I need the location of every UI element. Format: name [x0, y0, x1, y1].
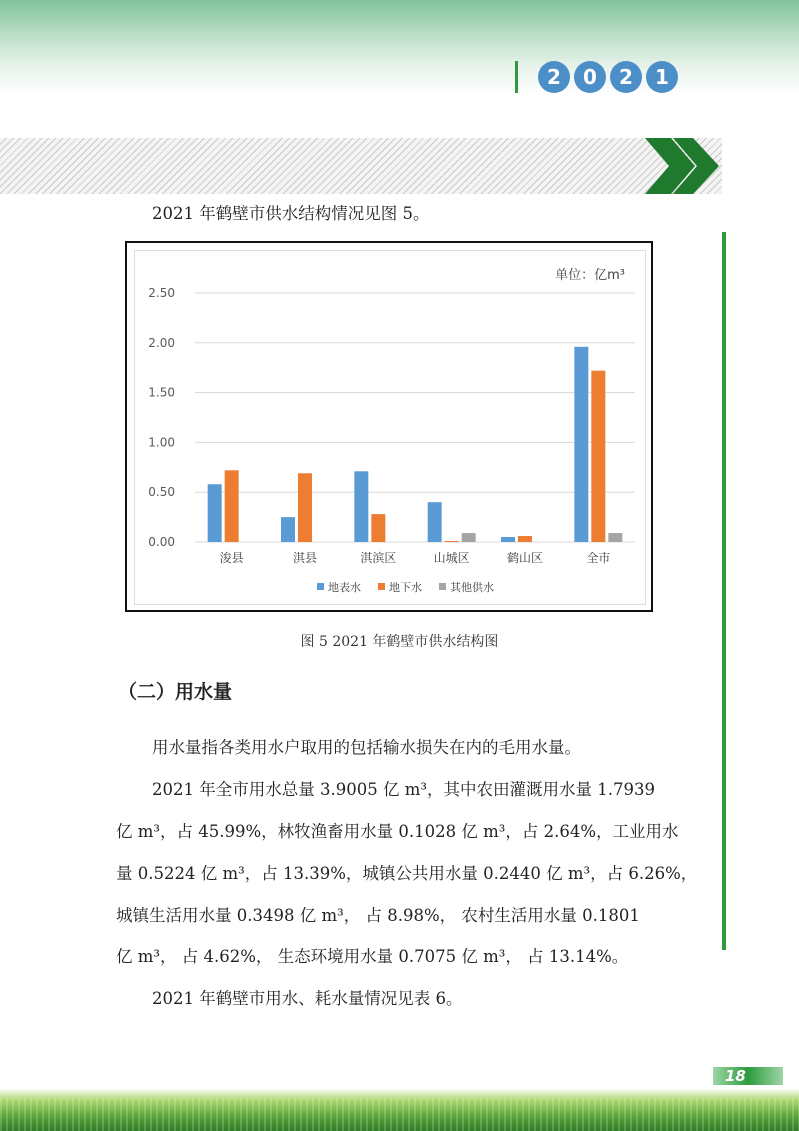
year-digit: 2: [538, 61, 570, 93]
y-tick-label: 1.00: [148, 435, 175, 450]
hatch-band: [0, 138, 722, 194]
x-tick-label: 浚县: [219, 551, 244, 565]
legend-swatch: [378, 583, 385, 590]
bar: [354, 471, 368, 542]
bar: [591, 371, 605, 542]
paragraph-line: 量 0.5224 亿 m³，占 13.39%，城镇公共用水量 0.2440 亿 m³，占 6.26%，: [116, 864, 698, 883]
x-tick-label: 全市: [586, 551, 611, 565]
legend-label: 地表水: [328, 581, 361, 594]
bar: [462, 533, 476, 542]
bar: [518, 536, 532, 542]
legend-label: 其他供水: [450, 581, 494, 594]
y-tick-label: 0.50: [148, 485, 175, 500]
paragraph-line: 2021 年全市用水总量 3.9005 亿 m³，其中农田灌溉用水量 1.7939: [152, 780, 655, 799]
x-tick-label: 山城区: [433, 551, 470, 565]
legend-swatch: [317, 583, 324, 590]
intro-text: 2021 年鹤壁市供水结构情况见图 5。: [152, 204, 430, 223]
bar: [428, 502, 442, 542]
paragraph-line: 亿 m³， 占 4.62%， 生态环境用水量 0.7075 亿 m³， 占 13.14%。: [116, 947, 629, 966]
bar: [445, 541, 459, 542]
x-tick-label: 鹤山区: [506, 551, 544, 565]
chart-unit-note: 单位：亿m³: [555, 268, 625, 283]
page-number-tab: [713, 1067, 783, 1085]
bar: [608, 533, 622, 542]
year-digit: 2: [610, 61, 642, 93]
paragraph-line: 用水量指各类用水户取用的包括输水损失在内的毛用水量。: [152, 738, 581, 757]
y-tick-label: 1.50: [148, 385, 175, 400]
bar-chart: [135, 251, 645, 604]
legend-label: 地下水: [389, 581, 422, 594]
double-chevron-icon: [643, 138, 723, 194]
grass-footer: [0, 1088, 799, 1131]
paragraph-line: 城镇生活用水量 0.3498 亿 m³， 占 8.98%， 农村生活用水量 0.1801: [116, 906, 640, 925]
legend-swatch: [439, 583, 446, 590]
chart-frame: [125, 241, 653, 612]
year-mark: [515, 60, 682, 94]
year-digit: 0: [574, 61, 606, 93]
bar: [574, 347, 588, 542]
paragraph-line: 2021 年鹤壁市用水、耗水量情况见表 6。: [152, 989, 463, 1008]
bar: [298, 473, 312, 542]
bar: [281, 517, 295, 542]
year-digit: 1: [646, 61, 678, 93]
y-tick-label: 2.50: [148, 286, 175, 300]
y-tick-label: 0.00: [148, 535, 175, 549]
chart-area: [134, 250, 646, 605]
section-heading: （二）用水量: [118, 681, 233, 703]
bar: [371, 514, 385, 542]
bar: [225, 470, 239, 542]
year-divider: [515, 61, 518, 93]
x-tick-label: 淇滨区: [360, 551, 397, 565]
paragraph-line: 亿 m³，占 45.99%，林牧渔畜用水量 0.1028 亿 m³，占 2.64%，工业用水: [116, 822, 679, 841]
bar: [501, 537, 515, 542]
bar: [208, 484, 222, 542]
y-tick-label: 2.00: [148, 335, 175, 350]
x-tick-label: 淇县: [292, 551, 318, 565]
figure-caption: 图 5 2021 年鹤壁市供水结构图: [300, 634, 499, 650]
page-number: 18: [725, 1067, 746, 1085]
